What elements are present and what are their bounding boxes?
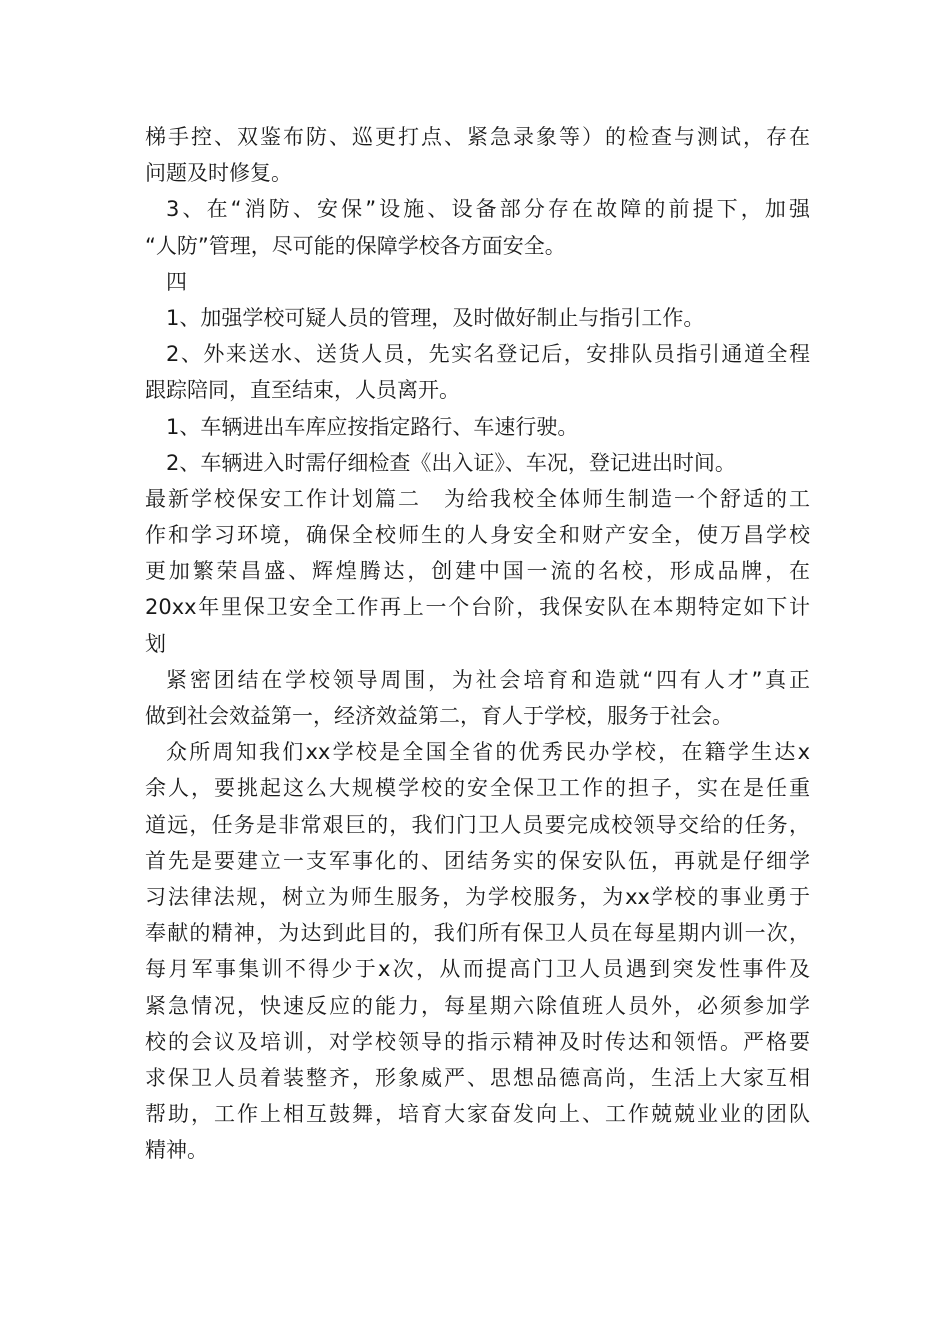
text-line: 作和学习环境，确保全校师生的人身安全和财产安全，使万昌学校	[145, 523, 810, 548]
document-body	[145, 119, 810, 1168]
text-line: 最新学校保安工作计划篇二 为给我校全体师生制造一个舒适的工	[145, 486, 810, 511]
text-line: 道远，任务是非常艰巨的，我们门卫人员要完成校领导交给的任务，	[145, 812, 810, 837]
text-line: 跟踪陪同，直至结束，人员离开。	[145, 378, 460, 403]
text-line: 20xx年里保卫安全工作再上一个台阶，我保安队在本期特定如下计	[145, 595, 810, 620]
text-line: 精神。	[145, 1138, 208, 1163]
text-line: 梯手控、双鉴布防、巡更打点、紧急录象等）的检查与测试，存在	[145, 125, 810, 149]
text-line: 划	[145, 631, 166, 656]
text-line: 更加繁荣昌盛、辉煌腾达，创建中国一流的名校，形成品牌，在	[145, 559, 810, 584]
text-line: 习法律法规，树立为师生服务，为学校服务，为xx学校的事业勇于	[145, 884, 810, 909]
text-line: 2、外来送水、送货人员，先实名登记后，安排队员指引通道全程	[166, 342, 810, 367]
text-line: 2、车辆进入时需仔细检查《出入证》、车况，登记进出时间。	[166, 450, 736, 475]
text-line: 每月军事集训不得少于x次，从而提高门卫人员遇到突发性事件及	[145, 957, 810, 982]
text-line: 1、加强学校可疑人员的管理，及时做好制止与指引工作。	[166, 305, 705, 330]
text-line: 紧密团结在学校领导周围，为社会培育和造就“四有人才”真正	[166, 667, 810, 692]
text-line: 紧急情况，快速反应的能力，每星期六除值班人员外，必须参加学	[145, 993, 810, 1018]
text-line: 问题及时修复。	[145, 161, 292, 186]
text-line: 众所周知我们xx学校是全国全省的优秀民办学校，在籍学生达x	[166, 740, 810, 765]
text-line: 余人，要挑起这么大规模学校的安全保卫工作的担子，实在是任重	[145, 776, 810, 801]
text-line: 做到社会效益第一，经济效益第二，育人于学校，服务于社会。	[145, 704, 733, 728]
text-line: 四	[166, 269, 187, 294]
text-line: 首先是要建立一支军事化的、团结务实的保安队伍，再就是仔细学	[145, 848, 810, 873]
text-line: “人防”管理，尽可能的保障学校各方面安全。	[145, 233, 566, 258]
text-line: 3、在“消防、安保”设施、设备部分存在故障的前提下，加强	[166, 197, 810, 222]
text-line: 帮助，工作上相互鼓舞，培育大家奋发向上、工作兢兢业业的团队	[145, 1102, 810, 1127]
text-line: 奉献的精神，为达到此目的，我们所有保卫人员在每星期内训一次，	[145, 921, 810, 946]
text-line: 1、车辆进出车库应按指定路行、车速行驶。	[166, 414, 579, 439]
text-line: 校的会议及培训，对学校领导的指示精神及时传达和领悟。严格要	[145, 1029, 810, 1054]
text-line: 求保卫人员着装整齐，形象威严、思想品德高尚，生活上大家互相	[145, 1065, 810, 1090]
